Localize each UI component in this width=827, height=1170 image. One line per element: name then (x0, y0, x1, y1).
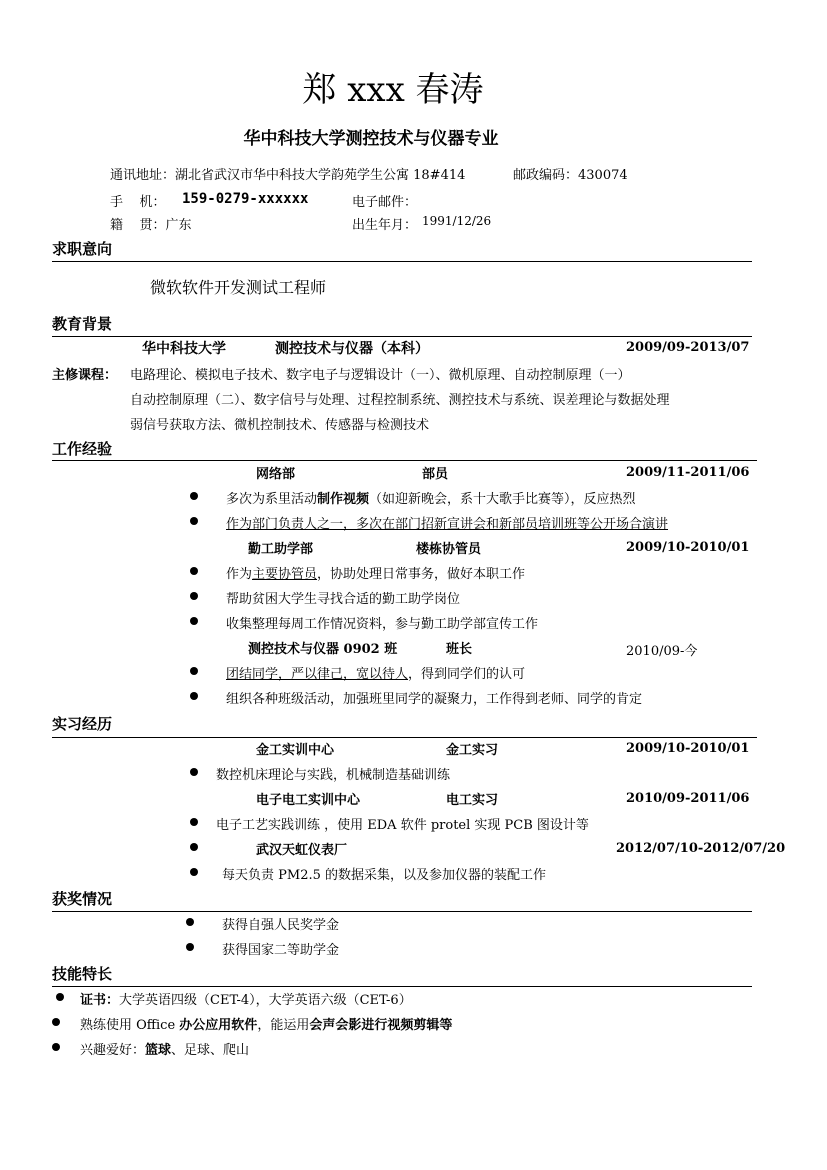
education-major: 测控技术与仪器（本科） (275, 341, 429, 357)
job-period: 2010/09-今 (626, 644, 698, 659)
bullet-icon (56, 993, 64, 1001)
list-item: 获得国家二等助学金 (222, 943, 340, 958)
bullet-icon (190, 567, 198, 575)
internship-org: 电子电工实训中心 (256, 793, 361, 808)
job-org: 勤工助学部 (248, 542, 314, 557)
list-item: 团结同学，严以律己，宽以待人，得到同学们的认可 (226, 667, 526, 682)
job-period: 2009/11-2011/06 (626, 465, 750, 480)
internship-period: 2012/07/10-2012/07/20 (616, 841, 786, 856)
section-divider (52, 261, 752, 262)
school-major: 华中科技大学测控技术与仪器专业 (243, 129, 499, 149)
list-item: 数控机床理论与实践，机械制造基础训练 (216, 768, 451, 783)
birth-value: 1991/12/26 (422, 214, 492, 228)
internship-period: 2009/10-2010/01 (626, 741, 750, 756)
bullet-icon (190, 868, 198, 876)
birth-label: 出生年月： (352, 218, 418, 233)
list-item: 兴趣爱好：篮球、足球、爬山 (80, 1043, 250, 1058)
page-title: 郑 xxx 春涛 (302, 70, 484, 110)
job-role: 部员 (422, 467, 449, 482)
email-label: 电子邮件： (352, 195, 418, 210)
internship-role: 金工实习 (446, 743, 499, 758)
job-org: 网络部 (256, 467, 296, 482)
education-period: 2009/09-2013/07 (626, 340, 750, 355)
bullet-icon (190, 843, 198, 851)
section-heading-education: 教育背景 (52, 315, 113, 333)
bullet-icon (190, 617, 198, 625)
list-item: 多次为系里活动制作视频（如迎新晚会，系十大歌手比赛等），反应热烈 (226, 492, 636, 507)
section-heading-skills: 技能特长 (52, 965, 113, 983)
section-heading-awards: 获奖情况 (52, 890, 113, 908)
internship-period: 2010/09-2011/06 (626, 791, 750, 806)
job-period: 2009/10-2010/01 (626, 540, 750, 555)
section-heading-internship: 实习经历 (52, 715, 113, 733)
job-role: 楼栋协管员 (416, 542, 482, 557)
origin: 籍 贯：广东 (110, 218, 192, 233)
job-org: 测控技术与仪器 0902 班 (248, 642, 398, 657)
courses-line: 弱信号获取方法、微机控制技术、传感器与检测技术 (130, 418, 430, 433)
address: 通讯地址：湖北省武汉市华中科技大学韵苑学生公寓 18#414 (110, 168, 466, 183)
list-item: 组织各种班级活动，加强班里同学的凝聚力，工作得到老师、同学的肯定 (226, 692, 643, 707)
courses-line: 自动控制原理（二）、数字信号与处理、过程控制系统、测控技术与系统、误差理论与数据处理 (130, 393, 670, 408)
courses-line: 电路理论、模拟电子技术、数字电子与逻辑设计（一）、微机原理、自动控制原理（一） (130, 368, 631, 383)
zip-code: 邮政编码：430074 (513, 168, 628, 183)
objective-value: 微软软件开发测试工程师 (150, 278, 327, 297)
job-role: 班长 (446, 642, 473, 657)
section-divider (52, 460, 757, 461)
section-divider (52, 911, 752, 912)
list-item: 收集整理每周工作情况资料，参与勤工助学部宣传工作 (226, 617, 539, 632)
section-divider (52, 986, 752, 987)
internship-org: 金工实训中心 (256, 743, 335, 758)
list-item: 帮助贫困大学生寻找合适的勤工助学岗位 (226, 592, 461, 607)
courses-label: 主修课程： (52, 368, 118, 383)
bullet-icon (190, 818, 198, 826)
list-item: 每天负责 PM2.5 的数据采集，以及参加仪器的装配工作 (222, 868, 546, 883)
section-heading-work: 工作经验 (52, 440, 113, 458)
section-divider (52, 336, 752, 337)
bullet-icon (190, 692, 198, 700)
education-school: 华中科技大学 (142, 341, 226, 357)
bullet-icon (190, 667, 198, 675)
phone-value: 159-0279-xxxxxx (182, 191, 309, 207)
bullet-icon (190, 517, 198, 525)
list-item: 作为主要协管员，协助处理日常事务，做好本职工作 (226, 567, 526, 582)
list-item: 电子工艺实践训练 ，使用 EDA 软件 protel 实现 PCB 图设计等 (216, 818, 589, 833)
bullet-icon (190, 768, 198, 776)
phone-label: 手 机： (110, 195, 166, 210)
bullet-icon (52, 1043, 60, 1051)
section-heading-objective: 求职意向 (52, 240, 113, 258)
bullet-icon (186, 943, 194, 951)
list-item: 获得自强人民奖学金 (222, 918, 340, 933)
list-item: 作为部门负责人之一，多次在部门招新宣讲会和新部员培训班等公开场合演讲 (226, 517, 669, 532)
bullet-icon (190, 492, 198, 500)
list-item: 熟练使用 Office 办公应用软件，能运用会声会影进行视频剪辑等 (80, 1018, 453, 1033)
list-item: 证书：大学英语四级（CET-4），大学英语六级（CET-6） (80, 993, 412, 1008)
section-divider (52, 737, 757, 738)
bullet-icon (186, 918, 194, 926)
bullet-icon (52, 1018, 60, 1026)
internship-role: 电工实习 (446, 793, 499, 808)
internship-org: 武汉天虹仪表厂 (256, 843, 348, 858)
bullet-icon (190, 592, 198, 600)
